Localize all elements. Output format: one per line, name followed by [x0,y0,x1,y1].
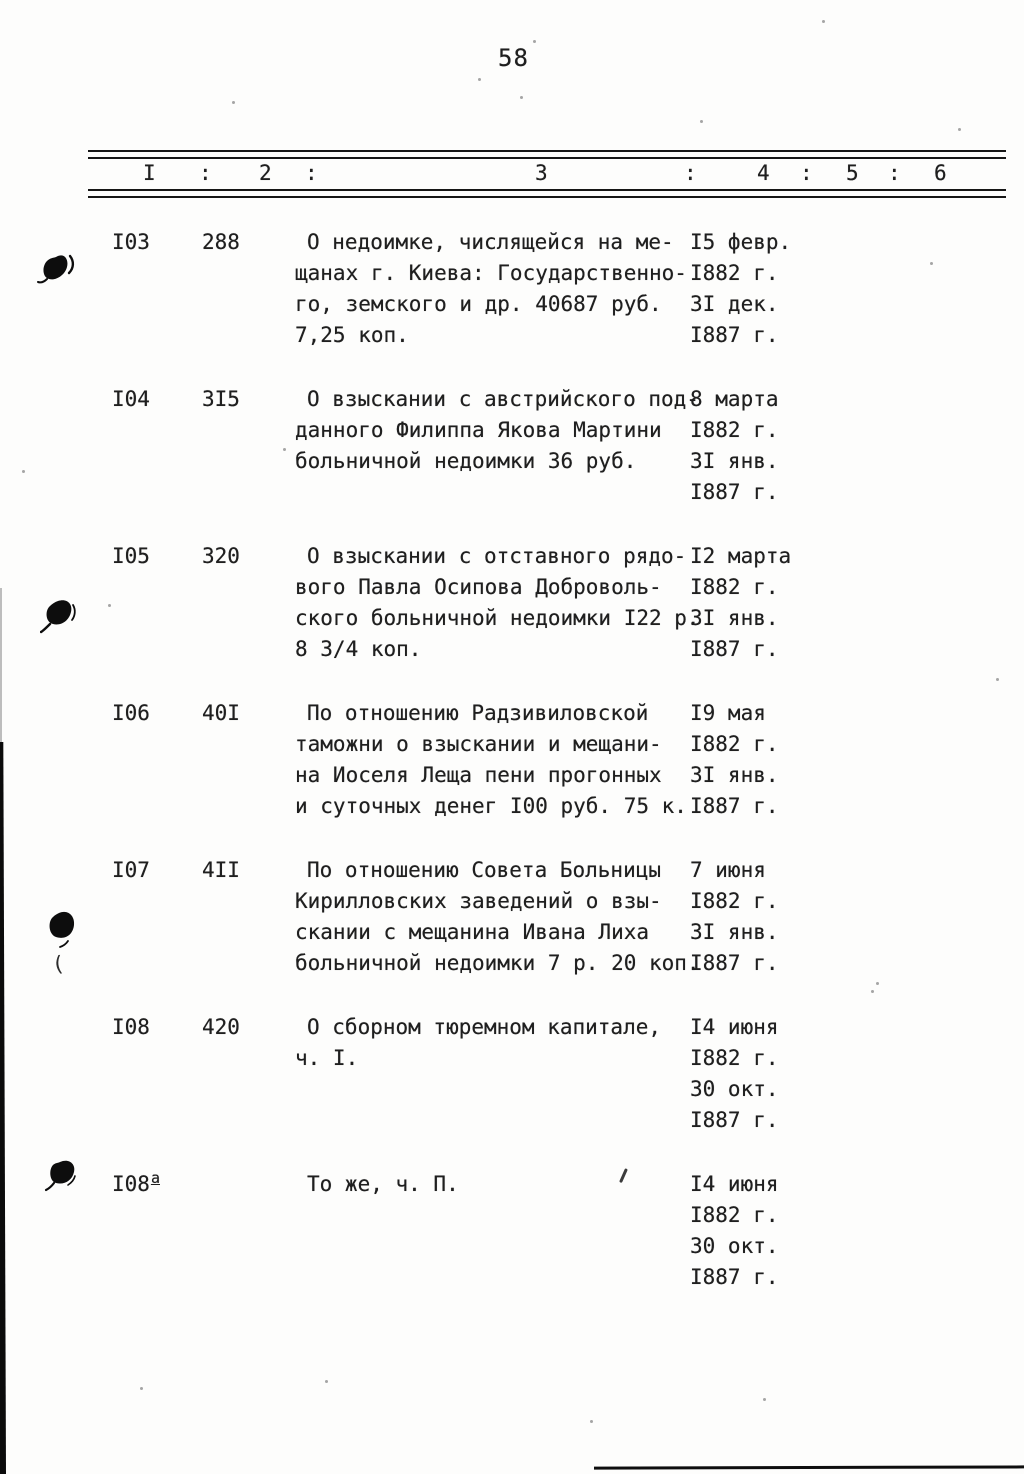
entry-description [295,227,695,351]
date-line: 3I янв. [690,449,779,473]
column-header-2: 2 [259,161,272,185]
entry-dates [690,1169,779,1293]
column-header-6: 6 [934,161,947,185]
description-line: По отношению Совета Больницы [307,858,662,882]
table-row [0,1012,1024,1136]
column-separator: : [684,161,697,185]
description-line: 8 3/4 коп. [295,637,422,661]
entry-dates [690,384,779,508]
table-top-rule [88,150,1006,159]
dust-speck [22,470,25,473]
scan-bottom-line [594,1465,1024,1469]
scan-edge-shadow [0,588,2,748]
date-line: I887 г. [690,637,779,661]
file-number: 3I5 [202,387,240,411]
column-header-4: 4 [757,161,770,185]
dust-speck [822,20,825,23]
date-line: I887 г. [690,1108,779,1132]
dust-speck [930,262,933,265]
column-separator: : [305,161,318,185]
date-line: 30 окт. [690,1077,779,1101]
dust-speck [520,96,523,99]
file-number: 4II [202,858,240,882]
dust-speck [590,1420,593,1423]
date-line: 7 июня [690,858,766,882]
pencil-mark: ( [50,951,66,977]
column-header-5: 5 [846,161,859,185]
ink-blot [42,908,82,952]
date-line: 3I янв. [690,606,779,630]
description-line: го, земского и др. 40687 руб. [295,292,662,316]
description-line: больничной недоимки 7 р. 20 коп. [295,951,700,975]
description-line: О взыскании с отставного рядо- [307,544,687,568]
date-line: 3I янв. [690,920,779,944]
entry-number: I06 [112,701,150,725]
entry-number: $I08^а$ [112,1169,160,1196]
dust-speck [763,1398,766,1401]
description-line: ского больничной недоимки I22 р. [295,606,700,630]
date-line: I882 г. [690,1203,779,1227]
date-line: I887 г. [690,951,779,975]
date-line: I882 г. [690,889,779,913]
dust-speck [876,982,879,985]
entry-description [295,855,700,979]
entry-dates [690,855,779,979]
dust-speck [232,101,235,104]
date-line: I9 мая [690,701,766,725]
entry-dates [690,698,779,822]
description-line: таможни о взыскании и мещани- [295,732,662,756]
dust-speck [958,128,961,131]
dust-speck [108,604,111,607]
description-line: на Иоселя Леща пени прогонных [295,763,662,787]
date-line: I887 г. [690,1265,779,1289]
date-line: I4 июня [690,1015,779,1039]
entry-number-suffix: а [150,1169,160,1187]
table-header-rule [88,189,1006,198]
description-line: щанах г. Киева: Государственно- [295,261,687,285]
table-row [0,698,1024,822]
date-line: 3I янв. [690,763,779,787]
date-line: I882 г. [690,732,779,756]
date-line: 30 окт. [690,1234,779,1258]
entry-number: I07 [112,858,150,882]
entry-number: I04 [112,387,150,411]
description-line: и суточных денег I00 руб. 75 к. [295,794,687,818]
ink-blot [40,596,80,636]
date-line: I887 г. [690,480,779,504]
entry-description [295,1012,695,1074]
column-separator: : [888,161,901,185]
dust-speck [871,990,874,993]
dust-speck [996,678,999,681]
file-number: 320 [202,544,240,568]
description-line: больничной недоимки 36 руб. [295,449,637,473]
date-line: I882 г. [690,1046,779,1070]
file-number: 288 [202,230,240,254]
description-line: скании с мещанина Ивана Лиха [295,920,650,944]
date-line: I5 февр. [690,230,792,254]
description-line: О недоимке, числящейся на ме- [307,230,674,254]
ink-blot [44,1156,84,1196]
table-row [0,384,1024,508]
description-line: По отношению Радзивиловской [307,701,649,725]
entry-number: I05 [112,544,150,568]
dust-speck [478,78,481,81]
date-line: 8 марта [690,387,779,411]
date-line: I2 марта [690,544,792,568]
description-line: Кирилловских заведений о взы- [295,889,662,913]
date-line: I887 г. [690,323,779,347]
page-number: 58 [498,44,529,72]
date-line: I887 г. [690,794,779,818]
description-line: О сборном тюремном капитале, [307,1015,662,1039]
description-line: данного Филиппа Якова Мартини [295,418,662,442]
date-line: I4 июня [690,1172,779,1196]
description-line: О взыскании с австрийского под- [307,387,699,411]
entry-description [295,698,695,822]
column-separator: : [199,161,212,185]
table-row [0,1169,1024,1293]
date-line: 3I дек. [690,292,779,316]
entry-description [295,384,699,477]
entry-dates [690,541,791,665]
entry-description [295,1169,695,1200]
column-header-1: I [143,161,156,185]
description-line: То же, ч. П. [307,1172,459,1196]
file-number: 40I [202,701,240,725]
file-number: 420 [202,1015,240,1039]
column-separator: : [800,161,813,185]
date-line: I882 г. [690,261,779,285]
entry-number: I03 [112,230,150,254]
date-line: I882 г. [690,418,779,442]
dust-speck [325,1380,328,1383]
dust-speck [283,448,286,451]
table-row [0,855,1024,979]
date-line: I882 г. [690,575,779,599]
entry-dates [690,1012,779,1136]
description-line: ч. I. [295,1046,359,1070]
dust-speck [533,40,536,43]
description-line: вого Павла Осипова Доброволь- [295,575,662,599]
table-row [0,227,1024,351]
ink-blot [36,250,78,290]
dust-speck [140,1387,143,1390]
entry-description [295,541,700,665]
description-line: 7,25 коп. [295,323,409,347]
table-row [0,541,1024,665]
entry-number: I08 [112,1015,150,1039]
table-rows [0,227,1024,1326]
column-header-3: 3 [535,161,548,185]
dust-speck [700,120,703,123]
entry-dates [690,227,791,351]
